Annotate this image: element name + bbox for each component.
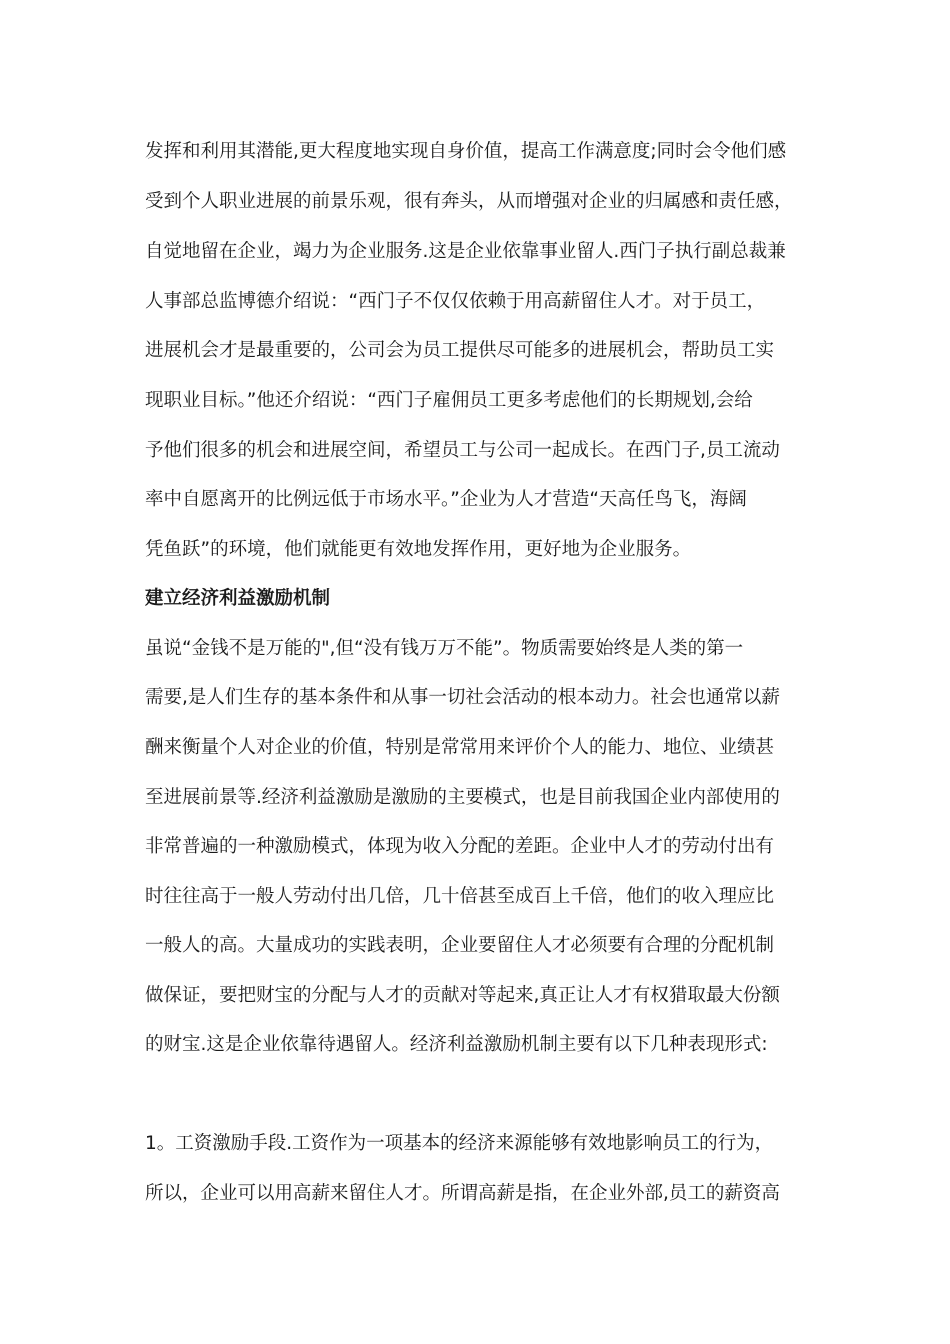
paragraph-line: 受到个人职业进展的前景乐观，很有奔头，从而增强对企业的归属感和责任感，	[145, 191, 793, 212]
paragraph-line: 酬来衡量个人对企业的价值，特别是常常用来评价个人的能力、地位、业绩甚	[145, 737, 775, 758]
paragraph-line: 所以，企业可以用高薪来留住人才。所谓高薪是指，在企业外部,员工的薪资高	[145, 1183, 780, 1204]
section-heading: 建立经济利益激励机制	[145, 588, 331, 609]
paragraph-line: 予他们很多的机会和进展空间，希望员工与公司一起成长。在西门子,员工流动	[145, 440, 780, 461]
paragraph-line: 需要,是人们生存的基本条件和从事一切社会活动的根本动力。社会也通常以薪	[145, 687, 780, 708]
paragraph-line: 人事部总监博德介绍说：“西门子不仅仅依赖于用高薪留住人才。对于员工，	[145, 291, 766, 312]
paragraph-line: 时往往高于一般人劳动付出几倍，几十倍甚至成百上千倍，他们的收入理应比	[145, 886, 775, 907]
paragraph-line: 自觉地留在企业，竭力为企业服务.这是企业依靠事业留人.西门子执行副总裁兼	[145, 241, 786, 262]
paragraph-line: 做保证，要把财宝的分配与人才的贡献对等起来,真正让人才有权猎取最大份额	[145, 985, 780, 1006]
paragraph-line: 进展机会才是最重要的，公司会为员工提供尽可能多的进展机会，帮助员工实	[145, 340, 775, 361]
paragraph-line: 虽说“金钱不是万能的",但“没有钱万万不能”。物质需要始终是人类的第一	[145, 638, 744, 659]
paragraph-line: 至进展前景等.经济利益激励是激励的主要模式，也是目前我国企业内部使用的	[145, 787, 780, 808]
paragraph-line: 率中自愿离开的比例远低于市场水平。”企业为人才营造“天高任鸟飞，海阔	[145, 489, 747, 510]
paragraph-line: 非常普遍的一种激励模式，体现为收入分配的差距。企业中人才的劳动付出有	[145, 836, 775, 857]
paragraph-line: 现职业目标。”他还介绍说：“西门子雇佣员工更多考虑他们的长期规划,会给	[145, 390, 753, 411]
paragraph-line: 发挥和利用其潜能,更大程度地实现自身价值，提高工作满意度;同时会令他们感	[145, 141, 787, 162]
paragraph-line: 一般人的高。大量成功的实践表明，企业要留住人才必须要有合理的分配机制	[145, 935, 775, 956]
paragraph-line: 1。工资激励手段.工资作为一项基本的经济来源能够有效地影响员工的行为，	[145, 1133, 774, 1154]
paragraph-line: 凭鱼跃”的环境，他们就能更有效地发挥作用，更好地为企业服务。	[145, 539, 692, 560]
paragraph-line: 的财宝.这是企业依靠待遇留人。经济利益激励机制主要有以下几种表现形式:	[145, 1034, 768, 1055]
